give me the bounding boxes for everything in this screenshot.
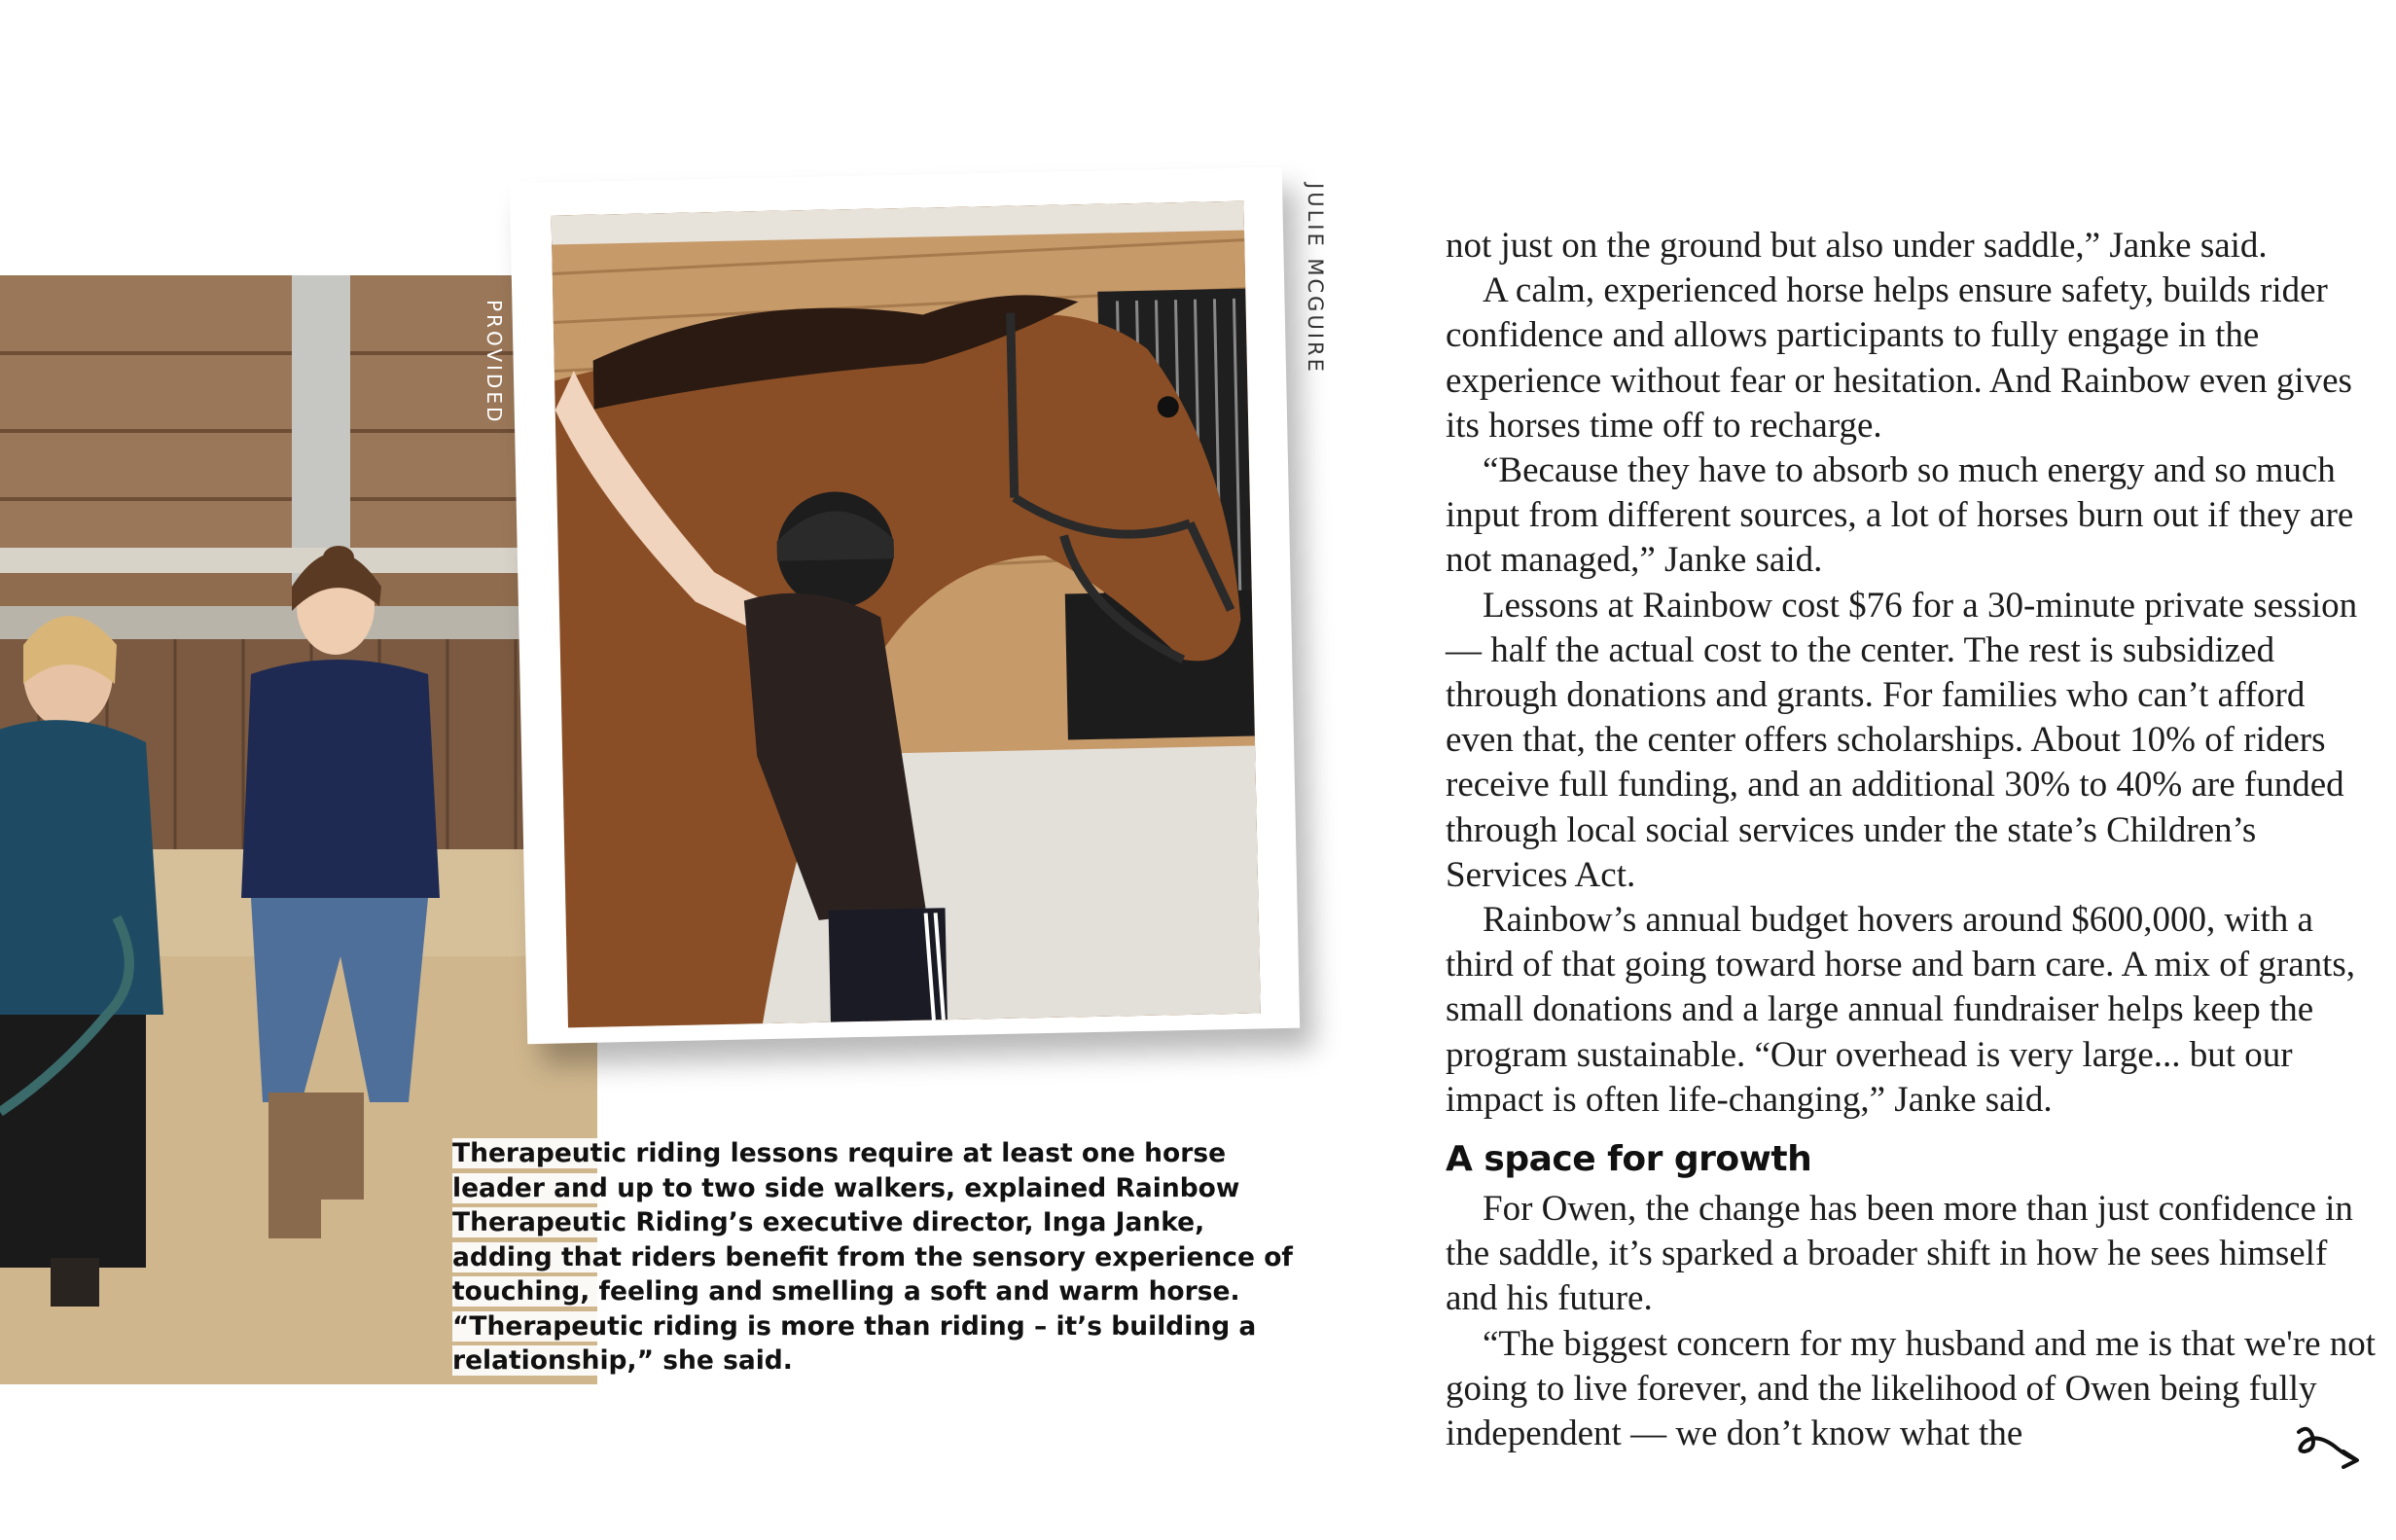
paragraph-1: not just on the ground but also under saddle,” Janke said. <box>1446 226 2268 266</box>
caption-text: Therapeutic riding lessons require at least one horse leader and up to two side walkers, explained Rainbow Therapeutic Riding’s executive director, Inga Janke, adding that riders benefit from the sensory experience of touching, feeling and smelling a soft and warm horse. “Therapeutic riding is more than riding – it’s building a relationship,” she said. <box>452 1138 1293 1376</box>
photo-credit-julie-mcguire: JULIE MCGUIRE <box>1304 183 1327 375</box>
photo-caption <box>452 1136 1308 1379</box>
photo-boy-hugging-horse <box>552 201 1261 1028</box>
paragraph-2: A calm, experienced horse helps ensure safety, builds rider confidence and allows participants to fully engage in the experience without fear or hesitation. And Rainbow even gives its horses time off to recharge. <box>1446 270 2352 446</box>
continue-arrow-icon <box>2291 1422 2369 1486</box>
paragraph-3: “Because they have to absorb so much energy and so much input from different sources, a lot of horses burn out if they are not managed,” Janke said. <box>1446 450 2354 581</box>
paragraph-6: For Owen, the change has been more than just confidence in the saddle, it’s sparked a broader shift in how he sees himself and his future. <box>1446 1189 2353 1319</box>
photo-frame-boy-horse <box>510 167 1300 1044</box>
paragraph-4: Lessons at Rainbow cost $76 for a 30-minute private session — half the actual cost to the center. The rest is subsidized through donations and grants. For families who can’t afford even that, the center offers scholarships. About 10% of riders receive full funding, and an additional 30% to 40% are funded through local social services under the state’s Children’s Services Act. <box>1446 585 2358 895</box>
photo-credit-provided: PROVIDED <box>483 300 506 425</box>
paragraph-5: Rainbow’s annual budget hovers around $600,000, with a third of that going toward horse and barn care. A mix of grants, small donations and a large annual fundraiser helps keep the program sustainable. “Our overhead is very large... but our impact is often life-changing,” Janke said. <box>1446 900 2356 1120</box>
article-body <box>1446 224 2379 1456</box>
paragraph-7: “The biggest concern for my husband and me is that we're not going to live forever, and the likelihood of Owen being fully independent — we don’t know what the <box>1446 1323 2377 1454</box>
section-heading: A space for growth <box>1446 1139 1812 1180</box>
